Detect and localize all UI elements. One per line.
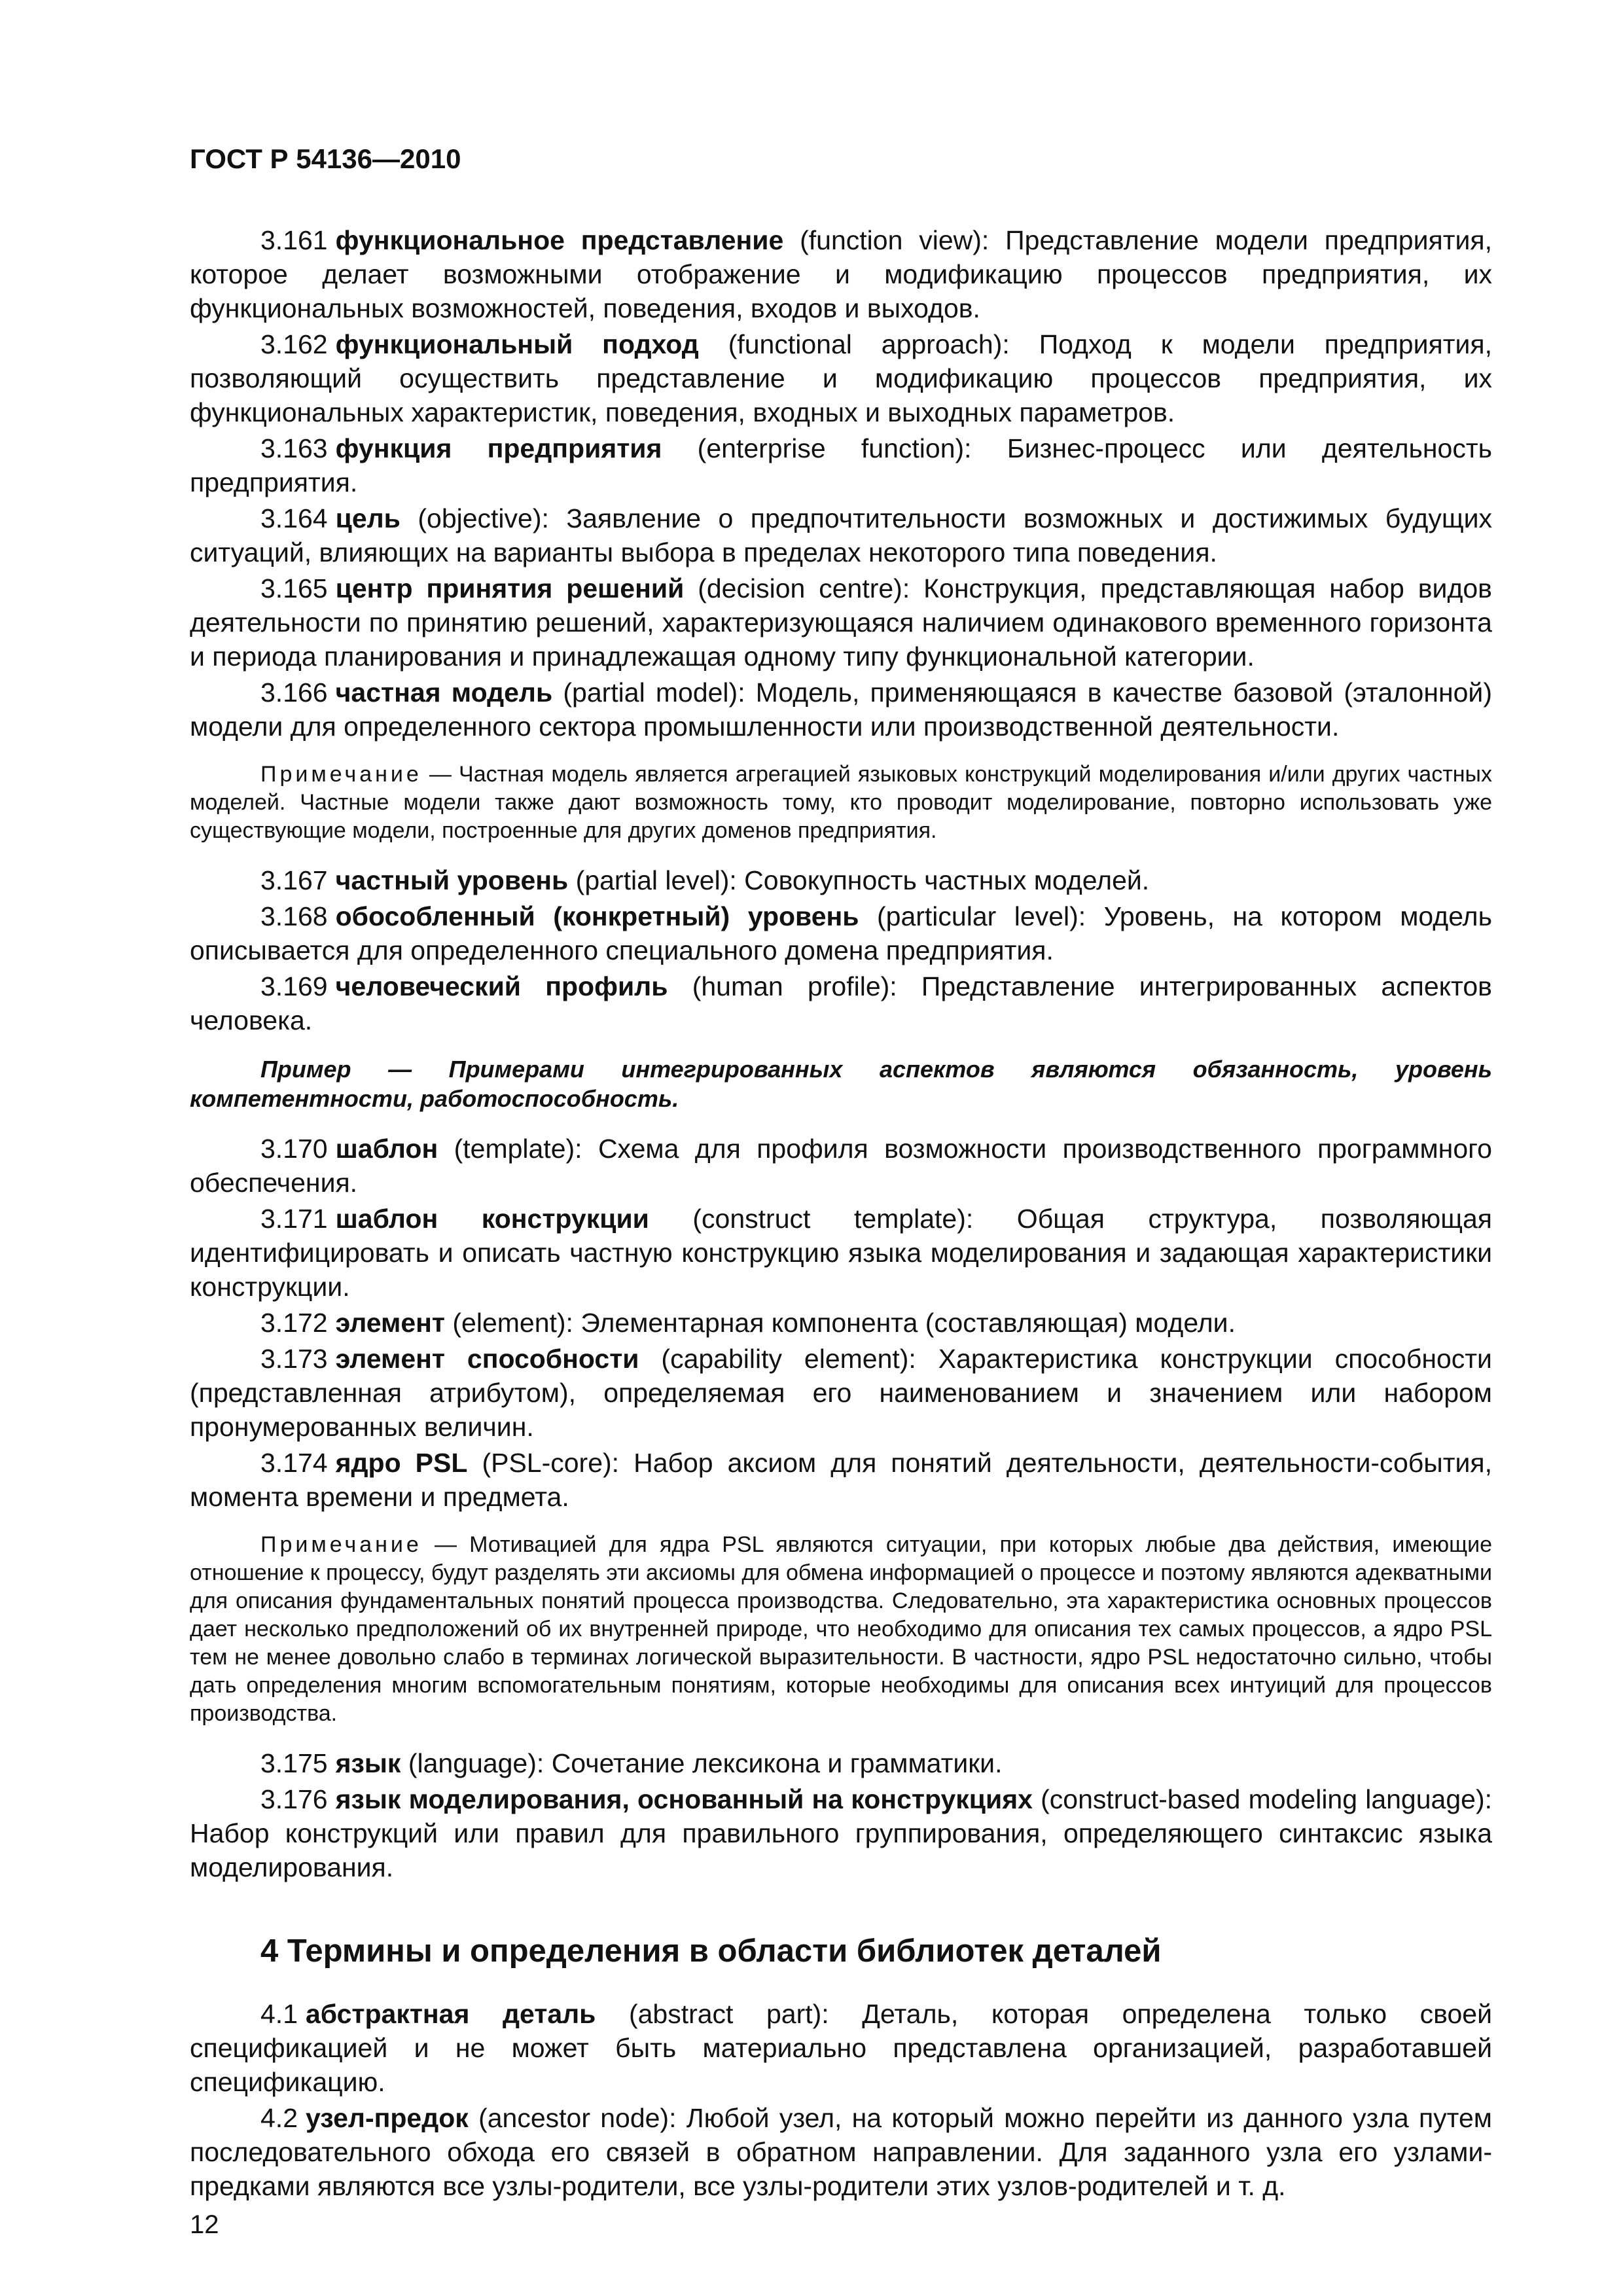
- term-definition: Деталь, которая определена только своей спецификацией и не может быть материально представлена организацией, разработавшей спецификацию.: [190, 1999, 1492, 2097]
- term-english: (partial level):: [575, 865, 737, 895]
- term-name: человеческий профиль: [335, 971, 668, 1001]
- term-entry: [190, 327, 1492, 429]
- term-name: цель: [335, 503, 401, 533]
- document-id: ГОСТ Р 54136—2010: [190, 143, 461, 174]
- note-paragraph: [190, 761, 1492, 845]
- term-english: (partial model):: [563, 677, 745, 708]
- term-entry: [190, 1306, 1492, 1340]
- term-english: (PSL-core):: [482, 1448, 620, 1478]
- term-number: 3.163: [260, 433, 328, 463]
- term-definition: Модель, применяющаяся в качестве базовой (эталонной) модели для определенного сектора промышленности или производственной деятельности.: [190, 677, 1492, 742]
- term-name: функциональное представление: [335, 225, 784, 255]
- term-number: 3.161: [260, 225, 328, 255]
- term-english: (construct template):: [692, 1204, 974, 1234]
- note-label: Примечание: [260, 1532, 422, 1557]
- term-number: 3.166: [260, 677, 328, 708]
- term-name: ядро PSL: [335, 1448, 468, 1478]
- term-number: 3.173: [260, 1344, 328, 1374]
- term-definition: Заявление о предпочтительности возможных и достижимых будущих ситуаций, влияющих на варианты выбора в пределах некоторого типа поведения.: [190, 503, 1492, 567]
- term-name: обособленный (конкретный) уровень: [335, 901, 859, 931]
- term-entry: [190, 1132, 1492, 1200]
- term-entry: [190, 675, 1492, 744]
- note-text: — Мотивацией для ядра PSL являются ситуации, при которых любые два действия, имеющие отношение к процессу, будут разделять эти аксиомы для обмена информацией о процессе и поэтому являются адекватными для описания фундаментальных понятий процесса производства. Следовательно, эта характеристика основных процессов дает несколько предположений об их внутренней природе, что необходимо для описания тех самых процессов, а ядро PSL тем не менее довольно слабо в терминах логической выразительности. В частности, ядро PSL недостаточно сильно, чтобы дать определения многим вспомогательным понятиям, которые необходимы для описания всех интуиций для процессов производства.: [190, 1532, 1492, 1726]
- term-name: шаблон конструкции: [335, 1204, 649, 1234]
- term-definition: Элементарная компонента (составляющая) модели.: [580, 1308, 1236, 1338]
- term-entry: [190, 431, 1492, 499]
- term-name: функция предприятия: [335, 433, 662, 463]
- term-definition: Представление интегрированных аспектов человека.: [190, 971, 1492, 1035]
- term-entry: [190, 899, 1492, 967]
- term-english: (particular level):: [877, 901, 1086, 931]
- term-entry: [190, 969, 1492, 1037]
- term-english: (enterprise function):: [697, 433, 972, 463]
- note-text: — Частная модель является агрегацией языковых конструкций моделирования и/или других частных моделей. Частные модели также дают возможность тому, кто проводит моделирование, повторно использовать уже существующие модели, построенные для других доменов предприятия.: [190, 762, 1492, 843]
- term-name: абстрактная деталь: [306, 1999, 596, 2029]
- term-number: 3.164: [260, 503, 328, 533]
- term-number: 4.1: [260, 1999, 298, 2029]
- term-number: 3.170: [260, 1134, 328, 1164]
- term-entry: [190, 501, 1492, 569]
- term-definition: Подход к модели предприятия, позволяющий осуществить представление и модификацию процессов предприятия, их функциональных характеристик, поведения, входных и выходных параметров.: [190, 329, 1492, 427]
- term-number: 3.176: [260, 1784, 328, 1814]
- term-english: (language):: [408, 1748, 544, 1778]
- term-english: (capability element):: [661, 1344, 916, 1374]
- term-english: (objective):: [418, 503, 549, 533]
- term-number: 3.175: [260, 1748, 328, 1778]
- term-number: 3.167: [260, 865, 328, 895]
- term-number: 3.165: [260, 573, 328, 603]
- term-definition: Конструкция, представляющая набор видов деятельности по принятию решений, характеризующаяся наличием одинакового временного горизонта и периода планирования и принадлежащая одному типу функциональной категории.: [190, 573, 1492, 672]
- term-number: 3.169: [260, 971, 328, 1001]
- term-english: (element):: [452, 1308, 573, 1338]
- term-number: 3.171: [260, 1204, 328, 1234]
- term-entry: [190, 1342, 1492, 1444]
- section-heading: 4 Термины и определения в области библиотек деталей: [260, 1933, 1162, 1969]
- term-number: 3.162: [260, 329, 328, 359]
- term-definition: Характеристика конструкции способности (представленная атрибутом), определяемая его наименованием и значением или набором пронумерованных величин.: [190, 1344, 1492, 1442]
- term-english: (construct-based modeling language):: [1041, 1784, 1492, 1814]
- term-name: частная модель: [335, 677, 553, 708]
- term-english: (template):: [454, 1134, 582, 1164]
- term-english: (abstract part):: [628, 1999, 829, 2029]
- term-entry: [190, 1782, 1492, 1884]
- term-entry: [190, 1997, 1492, 2099]
- document-page: [190, 141, 1492, 2241]
- term-english: (decision centre):: [698, 573, 910, 603]
- page-number: 12: [190, 2210, 219, 2239]
- term-definition: Сочетание лексикона и грамматики.: [551, 1748, 1003, 1778]
- term-name: центр принятия решений: [335, 573, 685, 603]
- term-name: шаблон: [335, 1134, 438, 1164]
- term-entry: [190, 571, 1492, 673]
- example-paragraph: Пример — Примерами интегрированных аспектов являются обязанность, уровень компетентности, работоспособность.: [190, 1056, 1492, 1112]
- term-name: язык моделирования, основанный на конструкциях: [335, 1784, 1033, 1814]
- term-number: 3.174: [260, 1448, 328, 1478]
- term-entry: [190, 1202, 1492, 1304]
- term-definition: Схема для профиля возможности производственного программного обеспечения.: [190, 1134, 1492, 1198]
- term-definition: Представление модели предприятия, которое делает возможными отображение и модификацию процессов предприятия, их функциональных возможностей, поведения, входов и выходов.: [190, 225, 1492, 323]
- term-english: (ancestor node):: [478, 2103, 677, 2133]
- term-number: 4.2: [260, 2103, 298, 2133]
- term-definition: Совокупность частных моделей.: [744, 865, 1150, 895]
- term-english: (functional approach):: [728, 329, 1010, 359]
- term-name: частный уровень: [335, 865, 569, 895]
- term-number: 3.168: [260, 901, 328, 931]
- term-name: язык: [335, 1748, 401, 1778]
- term-name: элемент: [335, 1308, 445, 1338]
- term-definition: Набор аксиом для понятий деятельности, деятельности-события, момента времени и предмета.: [190, 1448, 1492, 1512]
- term-entry: [190, 1446, 1492, 1514]
- term-name: элемент способности: [335, 1344, 639, 1374]
- term-definition: Набор конструкций или правил для правильного группирования, определяющего синтаксис языка моделирования.: [190, 1818, 1492, 1882]
- term-entry: [190, 1746, 1492, 1780]
- term-definition: Уровень, на котором модель описывается для определенного специального домена предприятия.: [190, 901, 1492, 965]
- term-entry: [190, 2101, 1492, 2203]
- term-entry: [190, 863, 1492, 897]
- term-english: (function view):: [800, 225, 990, 255]
- term-name: узел-предок: [306, 2103, 469, 2133]
- term-definition: Любой узел, на который можно перейти из данного узла путем последовательного обхода его связей в обратном направлении. Для заданного узла его узлами-предками являются все узлы-родители, все узлы-родители этих узлов-родителей и т. д.: [190, 2103, 1492, 2201]
- term-english: (human profile):: [692, 971, 897, 1001]
- term-definition: Общая структура, позволяющая идентифицировать и описать частную конструкцию языка моделирования и задающая характеристики конструкции.: [190, 1204, 1492, 1302]
- note-label: Примечание: [260, 762, 422, 787]
- note-paragraph: [190, 1531, 1492, 1728]
- term-name: функциональный подход: [335, 329, 699, 359]
- term-number: 3.172: [260, 1308, 328, 1338]
- term-entry: [190, 223, 1492, 325]
- term-definition: Бизнес-процесс или деятельность предприятия.: [190, 433, 1492, 497]
